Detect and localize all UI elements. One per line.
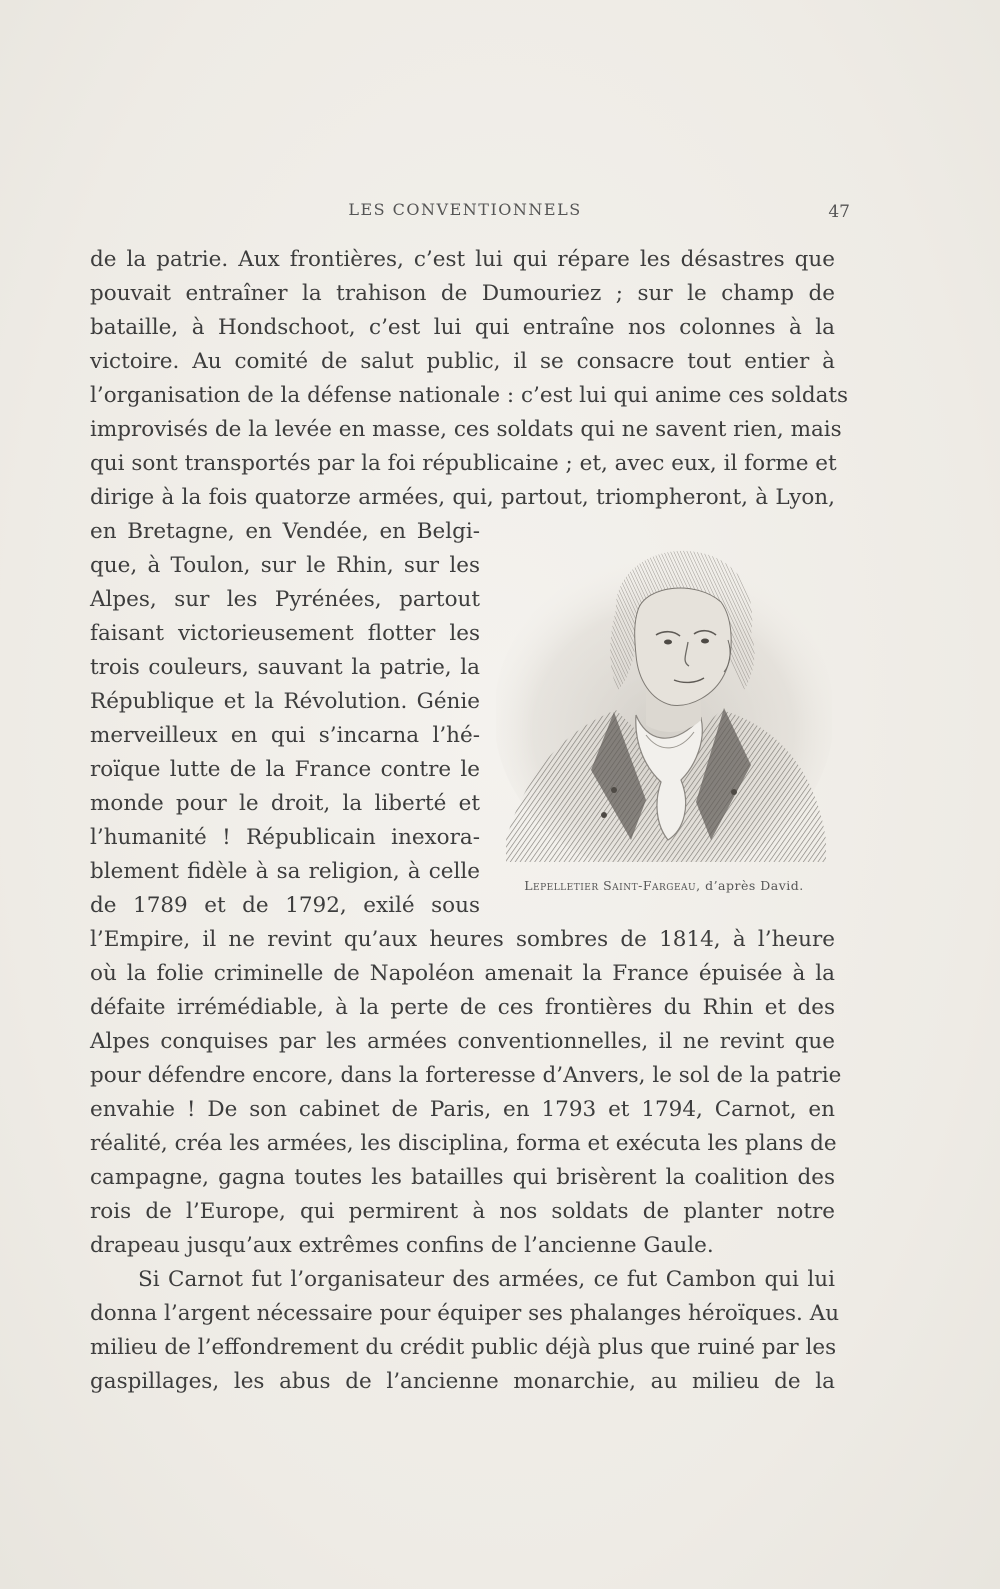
text-line: improvisés de la levée en masse, ces soldats qui ne savent rien, mais	[90, 417, 842, 442]
text-line: Alpes, sur les Pyrénées, partout	[90, 587, 480, 612]
text-line: l’Empire, il ne revint qu’aux heures sombres de 1814, à l’heure	[90, 927, 835, 952]
text-line: milieu de l’effondrement du crédit public déjà plus que ruiné par les	[90, 1335, 837, 1360]
text-line: de 1789 et de 1792, exilé sous	[90, 893, 480, 918]
text-line: pouvait entraîner la trahison de Dumouriez ; sur le champ de	[90, 281, 835, 306]
text-line: de la patrie. Aux frontières, c’est lui qui répare les désastres que	[90, 247, 835, 272]
text-line: République et la Révolution. Génie	[90, 689, 480, 714]
portrait-figure	[496, 540, 832, 862]
text-line: blement fidèle à sa religion, à celle	[90, 859, 480, 884]
text-line: campagne, gagna toutes les batailles qui brisèrent la coalition des	[90, 1165, 835, 1190]
figure-caption	[496, 878, 832, 893]
text-line: merveilleux en qui s’incarna l’hé-	[90, 723, 480, 748]
caption-name: Lepelletier Saint-Fargeau,	[524, 878, 701, 893]
text-line: rois de l’Europe, qui permirent à nos soldats de planter notre	[90, 1199, 835, 1224]
text-line: réalité, créa les armées, les disciplina, forma et exécuta les plans de	[90, 1131, 837, 1156]
text-line: que, à Toulon, sur le Rhin, sur les	[90, 553, 480, 578]
text-line: en Bretagne, en Vendée, en Belgi-	[90, 519, 480, 544]
page-header	[80, 200, 850, 226]
text-line: qui sont transportés par la foi républicaine ; et, avec eux, il forme et	[90, 451, 837, 476]
text-line: victoire. Au comité de salut public, il se consacre tout entier à	[90, 349, 835, 374]
text-line: donna l’argent nécessaire pour équiper ses phalanges héroïques. Au	[90, 1301, 840, 1326]
text-line: où la folie criminelle de Napoléon amenait la France épuisée à la	[90, 961, 835, 986]
paragraph-start-line: Si Carnot fut l’organisateur des armées, ce fut Cambon qui lui	[138, 1267, 835, 1292]
text-line: trois couleurs, sauvant la patrie, la	[90, 655, 480, 680]
text-line: faisant victorieusement flotter les	[90, 621, 480, 646]
text-line: Alpes conquises par les armées conventionnelles, il ne revint que	[90, 1029, 835, 1054]
text-line: l’organisation de la défense nationale : c’est lui qui anime ces soldats	[90, 383, 849, 408]
text-line: monde pour le droit, la liberté et	[90, 791, 480, 816]
text-line: bataille, à Hondschoot, c’est lui qui entraîne nos colonnes à la	[90, 315, 835, 340]
text-line: pour défendre encore, dans la forteresse d’Anvers, le sol de la patrie	[90, 1063, 842, 1088]
text-line: envahie ! De son cabinet de Paris, en 1793 et 1794, Carnot, en	[90, 1097, 835, 1122]
running-title: LES CONVENTIONNELS	[348, 200, 582, 219]
text-line: roïque lutte de la France contre le	[90, 757, 480, 782]
page-number: 47	[828, 202, 850, 222]
text-line: gaspillages, les abus de l’ancienne monarchie, au milieu de la	[90, 1369, 835, 1394]
text-line: drapeau jusqu’aux extrêmes confins de l’ancienne Gaule.	[90, 1233, 714, 1258]
caption-credit: d’après David.	[700, 878, 804, 893]
text-line: dirige à la fois quatorze armées, qui, partout, triompheront, à Lyon,	[90, 485, 835, 510]
engraved-portrait-icon	[496, 540, 832, 862]
text-line: l’humanité ! Républicain inexora-	[90, 825, 480, 850]
text-line: défaite irrémédiable, à la perte de ces frontières du Rhin et des	[90, 995, 835, 1020]
